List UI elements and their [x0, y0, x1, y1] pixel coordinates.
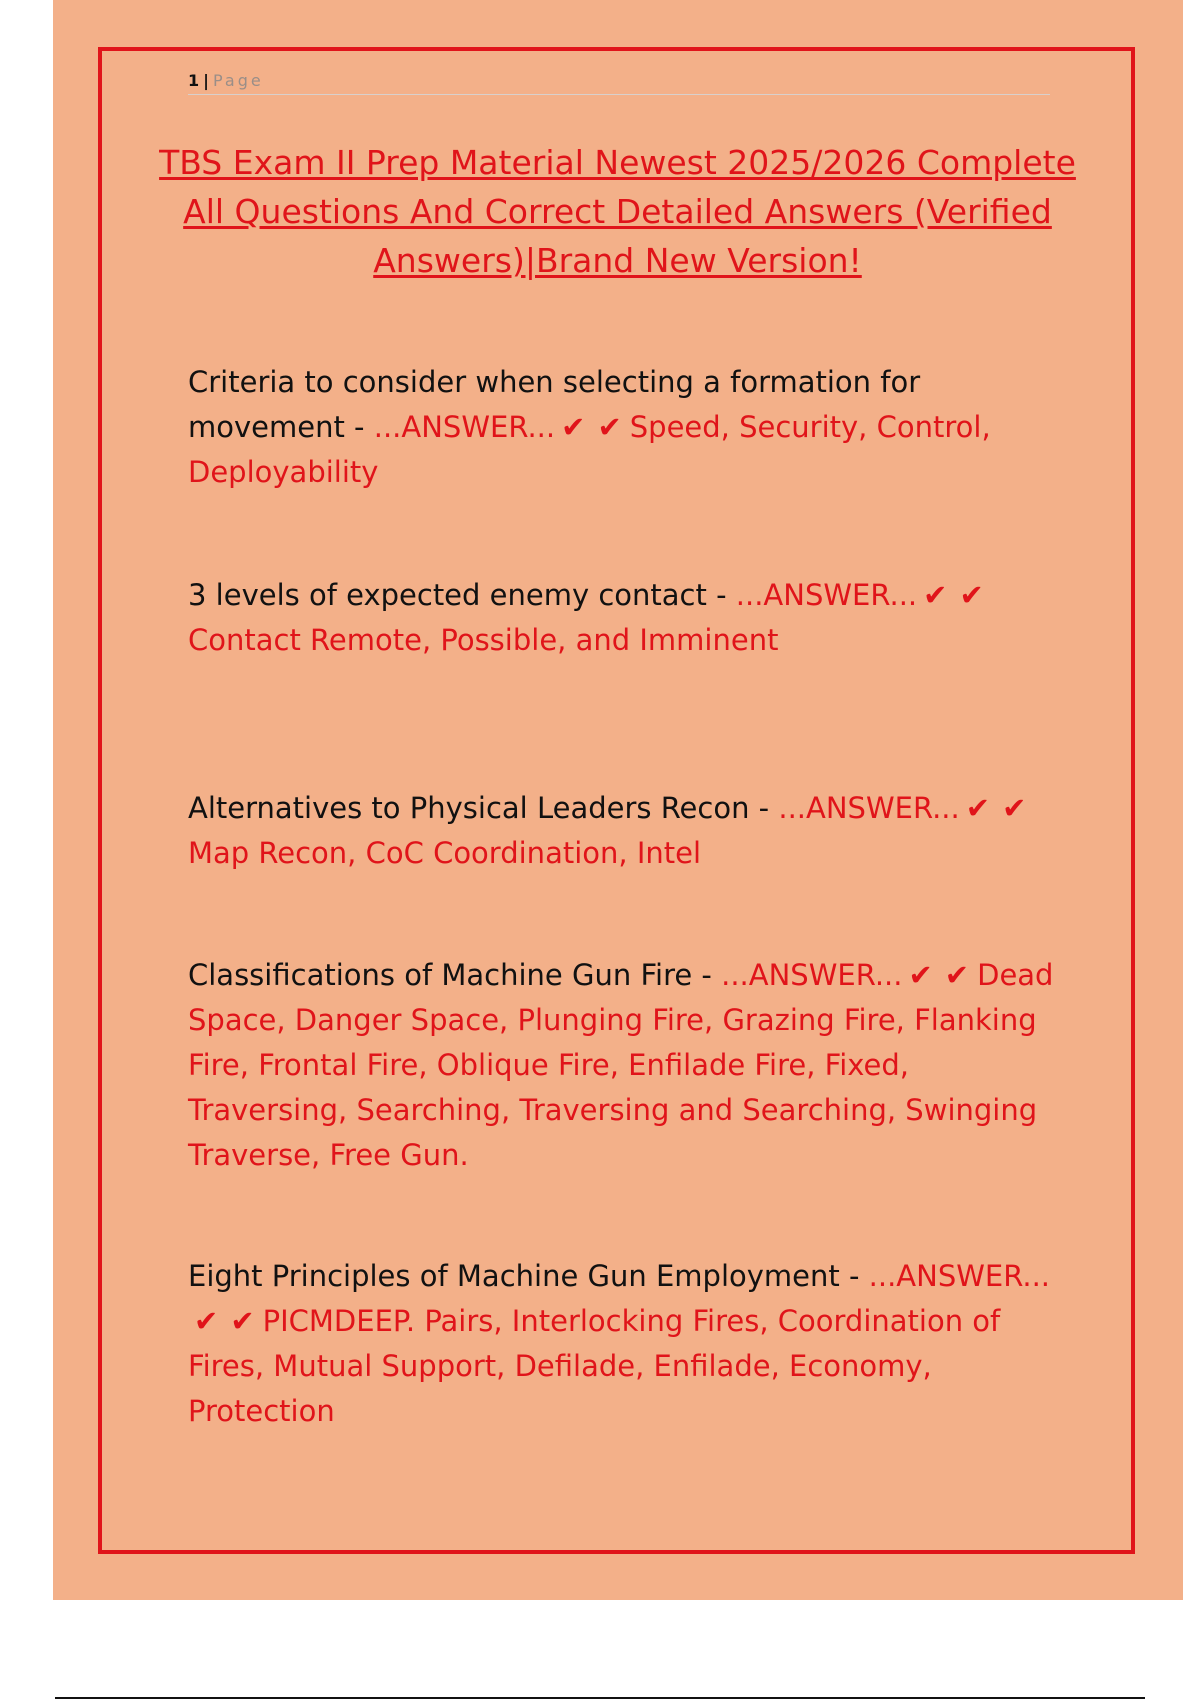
check-icon: ✔ [230, 1304, 255, 1338]
answer-text: Speed, Security, Control, Deployability [188, 410, 991, 489]
answer-marker: ...ANSWER... [778, 791, 960, 825]
document-title: TBS Exam II Prep Material Newest 2025/2026 Complete All Questions And Correct Detailed Answers (Verified Answers)|Brand New Version! [159, 143, 1076, 280]
answer-marker: ...ANSWER... [735, 578, 918, 612]
qa-item-machine-gun-fire [188, 953, 1063, 1178]
answer-text: PICMDEEP. Pairs, Interlocking Fires, Coordination of Fires, Mutual Support, Defilade, Enfilade, Economy, Protection [188, 1304, 1001, 1428]
check-icon: ✔ [597, 410, 622, 444]
qa-item-leaders-recon [188, 786, 1063, 876]
check-icon: ✔ [965, 791, 991, 825]
question-text: Classifications of Machine Gun Fire - [188, 958, 722, 992]
check-icon: ✔ [1002, 791, 1027, 825]
question-text: Alternatives to Physical Leaders Recon - [188, 791, 779, 825]
page-number: 1 [188, 71, 200, 90]
answer-text: Map Recon, CoC Coordination, Intel [188, 836, 702, 870]
footer-divider [55, 1697, 1145, 1699]
check-icon: ✔ [194, 1304, 219, 1338]
answer-marker: ...ANSWER... [868, 1259, 1051, 1293]
page-label: Page [212, 71, 264, 90]
qa-item-machine-gun-principles [188, 1254, 1063, 1434]
answer-text: Dead Space, Danger Space, Plunging Fire, Grazing Fire, Flanking Fire, Frontal Fire, Oblique Fire, Enfilade Fire, Fixed, Traversing, Searching, Traversing and Searching, Swinging Traverse, Free Gun. [188, 958, 1054, 1172]
qa-item-formation-criteria [188, 360, 1063, 495]
check-icon: ✔ [923, 578, 948, 612]
check-icon: ✔ [959, 578, 984, 612]
answer-marker: ...ANSWER... [373, 410, 556, 444]
question-text: Eight Principles of Machine Gun Employment - [188, 1259, 869, 1293]
page-separator: | [203, 71, 209, 90]
question-text: 3 levels of expected enemy contact - [188, 578, 736, 612]
qa-item-enemy-contact [188, 573, 1063, 663]
answer-marker: ...ANSWER... [721, 958, 903, 992]
check-icon: ✔ [944, 958, 970, 992]
check-icon: ✔ [908, 958, 933, 992]
answer-text: Contact Remote, Possible, and Imminent [188, 623, 779, 657]
question-text: Criteria to consider when selecting a formation for movement - [188, 365, 921, 444]
check-icon: ✔ [561, 410, 586, 444]
page-header [188, 70, 1050, 95]
